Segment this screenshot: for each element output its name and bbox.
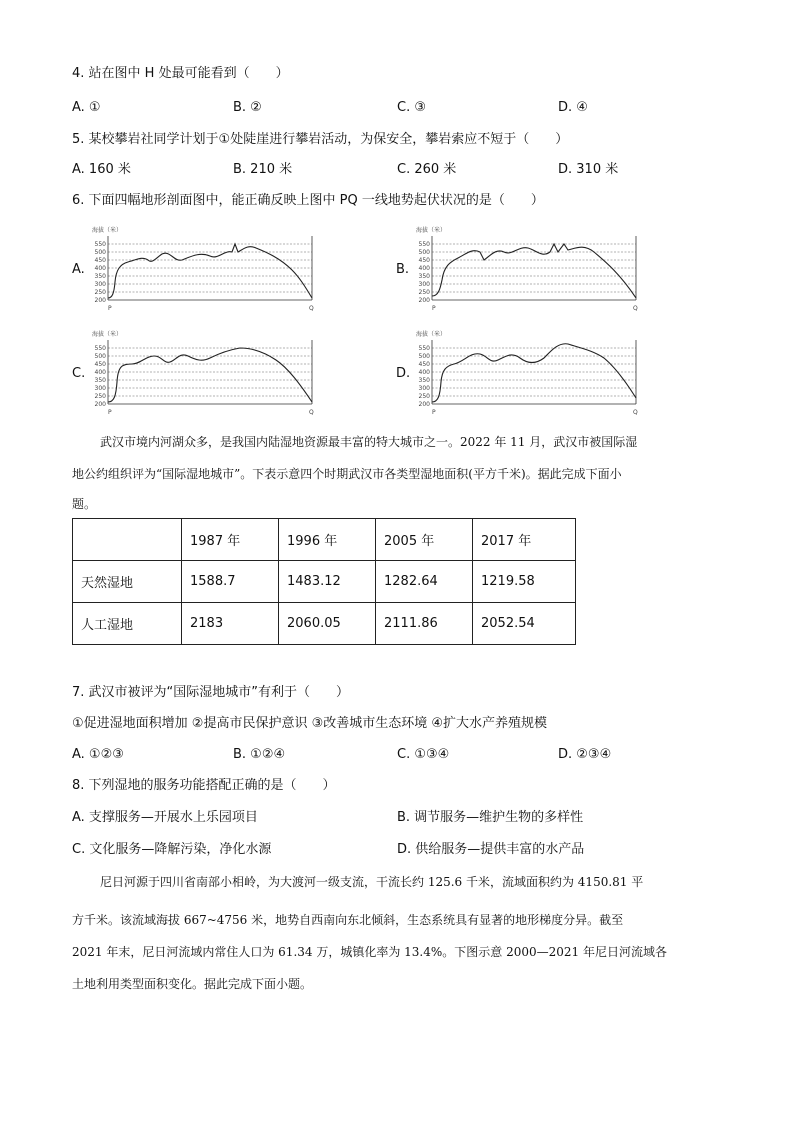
svg-text:350: 350 xyxy=(94,273,106,280)
passage2-line2: 方千米。该流域海拔 667~4756 米，地势自西南向东北倾斜，生态系统具有显著的地形梯度分异。截至 xyxy=(72,913,624,927)
svg-text:450: 450 xyxy=(418,257,430,264)
profile-c-letter[interactable]: C. xyxy=(72,366,86,381)
svg-text:400: 400 xyxy=(418,265,430,272)
q7-option-c[interactable]: C. ①③④ xyxy=(397,747,450,762)
profile-a-ytitle: 海拔（米） xyxy=(92,227,123,234)
q4-option-c[interactable]: C. ③ xyxy=(397,100,426,115)
profile-d-chart xyxy=(408,326,648,418)
q4-option-b[interactable]: B. ② xyxy=(233,100,262,115)
passage1-line3: 题。 xyxy=(72,497,97,511)
profile-b-letter[interactable]: B. xyxy=(396,262,410,277)
svg-text:300: 300 xyxy=(418,385,430,392)
svg-text:250: 250 xyxy=(94,393,106,400)
svg-text:400: 400 xyxy=(94,265,106,272)
table-cell: 人工湿地 xyxy=(73,603,182,645)
passage2-line3: 2021 年末，尼日河流域内常住人口为 61.34 万，城镇化率为 13.4%。下图示意 2000—2021 年尼日河流域各 xyxy=(72,945,667,959)
q8-option-a[interactable]: A. 支撑服务—开展水上乐园项目 xyxy=(72,810,258,825)
table-cell: 1219.58 xyxy=(473,561,576,603)
q8-option-d[interactable]: D. 供给服务—提供丰富的水产品 xyxy=(397,842,585,857)
q7-option-b[interactable]: B. ①②④ xyxy=(233,747,286,762)
table-cell: 1282.64 xyxy=(376,561,473,603)
svg-text:300: 300 xyxy=(94,281,106,288)
svg-text:550: 550 xyxy=(94,345,106,352)
passage1-line2: 地公约组织评为“国际湿地城市”。下表示意四个时期武汉市各类型湿地面积(平方千米)。据此完成下面小 xyxy=(72,467,622,481)
svg-text:550: 550 xyxy=(418,241,430,248)
table-row xyxy=(73,603,576,645)
profile-b-chart xyxy=(408,222,648,314)
svg-text:350: 350 xyxy=(418,273,430,280)
svg-text:450: 450 xyxy=(94,361,106,368)
svg-text:200: 200 xyxy=(418,401,430,408)
q4-option-d[interactable]: D. ④ xyxy=(558,100,588,115)
svg-text:550: 550 xyxy=(94,241,106,248)
svg-text:200: 200 xyxy=(94,297,106,304)
svg-text:400: 400 xyxy=(94,369,106,376)
svg-text:550: 550 xyxy=(418,345,430,352)
svg-text:500: 500 xyxy=(94,353,106,360)
wetland-area-table xyxy=(72,518,576,645)
table-header-cell: 1996 年 xyxy=(279,519,376,561)
question-7-stem: 7. 武汉市被评为“国际湿地城市”有利于（ ） xyxy=(72,685,350,700)
svg-text:250: 250 xyxy=(94,289,106,296)
svg-text:200: 200 xyxy=(94,401,106,408)
svg-text:P: P xyxy=(432,305,436,312)
q4-option-a[interactable]: A. ① xyxy=(72,100,101,115)
svg-text:400: 400 xyxy=(418,369,430,376)
table-cell: 2052.54 xyxy=(473,603,576,645)
question-8-stem: 8. 下列湿地的服务功能搭配正确的是（ ） xyxy=(72,778,336,793)
q7-option-d[interactable]: D. ②③④ xyxy=(558,747,612,762)
svg-text:250: 250 xyxy=(418,289,430,296)
q7-choices: ①促进湿地面积增加 ②提高市民保护意识 ③改善城市生态环境 ④扩大水产养殖规模 xyxy=(72,716,548,731)
table-header-cell: 2017 年 xyxy=(473,519,576,561)
table-cell: 1588.7 xyxy=(182,561,279,603)
svg-text:500: 500 xyxy=(94,249,106,256)
table-cell: 2111.86 xyxy=(376,603,473,645)
passage2-line1: 尼日河源于四川省南部小相岭，为大渡河一级支流，干流长约 125.6 千米，流域面积约为 4150.81 平 xyxy=(100,875,644,889)
svg-text:200: 200 xyxy=(418,297,430,304)
svg-text:250: 250 xyxy=(418,393,430,400)
table-cell: 2183 xyxy=(182,603,279,645)
q8-option-b[interactable]: B. 调节服务—维护生物的多样性 xyxy=(397,810,584,825)
table-header-cell: 2005 年 xyxy=(376,519,473,561)
svg-text:300: 300 xyxy=(418,281,430,288)
svg-text:Q: Q xyxy=(309,409,314,416)
q5-option-c[interactable]: C. 260 米 xyxy=(397,162,457,177)
table-cell: 2060.05 xyxy=(279,603,376,645)
profile-a-chart xyxy=(84,222,324,314)
table-header-cell xyxy=(73,519,182,561)
table-header-row xyxy=(73,519,576,561)
question-6-stem: 6. 下面四幅地形剖面图中，能正确反映上图中 PQ 一线地势起伏状况的是（ ） xyxy=(72,193,544,208)
svg-text:Q: Q xyxy=(633,305,638,312)
svg-text:Q: Q xyxy=(309,305,314,312)
passage2-line4: 土地利用类型面积变化。据此完成下面小题。 xyxy=(72,977,313,991)
svg-text:P: P xyxy=(108,305,112,312)
profile-b-ytitle: 海拔（米） xyxy=(416,227,447,234)
question-4-stem: 4. 站在图中 H 处最可能看到（ ） xyxy=(72,66,289,81)
profile-c-ytitle: 海拔（米） xyxy=(92,331,123,338)
profile-d-letter[interactable]: D. xyxy=(396,366,411,381)
svg-text:350: 350 xyxy=(94,377,106,384)
svg-text:500: 500 xyxy=(418,249,430,256)
q8-option-c[interactable]: C. 文化服务—降解污染，净化水源 xyxy=(72,842,272,857)
question-5-stem: 5. 某校攀岩社同学计划于①处陡崖进行攀岩活动，为保安全，攀岩索应不短于（ ） xyxy=(72,132,569,147)
svg-text:500: 500 xyxy=(418,353,430,360)
svg-text:450: 450 xyxy=(418,361,430,368)
q5-option-b[interactable]: B. 210 米 xyxy=(233,162,293,177)
svg-text:300: 300 xyxy=(94,385,106,392)
passage1-line1: 武汉市境内河湖众多，是我国内陆湿地资源最丰富的特大城市之一。2022 年 11 月，武汉市被国际湿 xyxy=(100,435,638,449)
q5-option-d[interactable]: D. 310 米 xyxy=(558,162,619,177)
profile-d-ytitle: 海拔（米） xyxy=(416,331,447,338)
q7-option-a[interactable]: A. ①②③ xyxy=(72,747,124,762)
table-cell: 1483.12 xyxy=(279,561,376,603)
svg-text:Q: Q xyxy=(633,409,638,416)
table-cell: 天然湿地 xyxy=(73,561,182,603)
table-row xyxy=(73,561,576,603)
svg-text:350: 350 xyxy=(418,377,430,384)
q5-option-a[interactable]: A. 160 米 xyxy=(72,162,131,177)
table-header-cell: 1987 年 xyxy=(182,519,279,561)
profile-c-chart xyxy=(84,326,324,418)
svg-text:P: P xyxy=(108,409,112,416)
profile-a-letter[interactable]: A. xyxy=(72,262,85,277)
svg-text:P: P xyxy=(432,409,436,416)
svg-text:450: 450 xyxy=(94,257,106,264)
